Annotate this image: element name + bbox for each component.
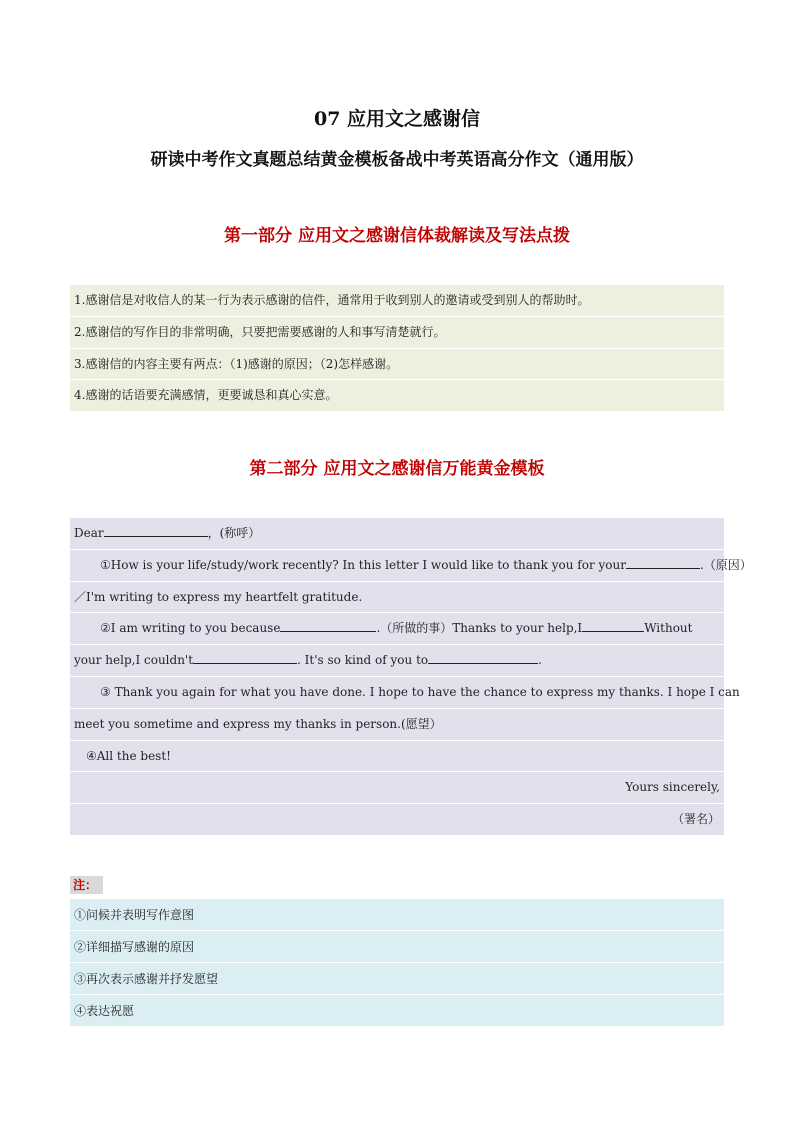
template-text: .（所做的事）Thanks to your help,I	[376, 621, 583, 636]
template-line	[70, 677, 740, 709]
note-item: ③再次表示感谢并抒发愿望	[70, 963, 724, 995]
part1-box	[70, 285, 724, 412]
note-item: ①问候并表明写作意图	[70, 899, 724, 931]
template-line	[70, 613, 724, 645]
template-text: Without	[644, 621, 693, 636]
part2-heading: 第二部分 应用文之感谢信万能黄金模板	[249, 459, 545, 479]
template-closing: Yours sincerely,	[70, 772, 724, 804]
template-box	[70, 518, 752, 836]
template-text: meet you sometime and express my thanks in person.(愿望）	[74, 716, 442, 731]
template-line	[70, 709, 724, 741]
template-text: .	[538, 653, 542, 668]
deed-blank	[280, 619, 376, 632]
template-text: ／I'm writing to express my heartfelt gratitude.	[74, 589, 363, 604]
template-text: ③ Thank you again for what you have done. I hope to have the chance to express my thanks. I hope I can	[100, 684, 740, 699]
notes-box	[70, 899, 724, 1027]
template-text: ④All the best!	[86, 748, 171, 763]
kind-blank	[428, 651, 538, 664]
name-blank	[104, 524, 208, 537]
template-line	[70, 582, 724, 614]
part1-item: 1.感谢信是对收信人的某一行为表示感谢的信件，通常用于收到别人的邀请或受到别人的帮助时。	[70, 285, 724, 317]
document-subtitle: 研读中考作文真题总结黄金模板备战中考英语高分作文（通用版）	[150, 150, 644, 170]
salutation-note: ，(称呼）	[207, 526, 261, 540]
couldnt-blank	[193, 651, 297, 664]
template-text: ①How is your life/study/work recently? In this letter I would like to thank you for your	[100, 557, 626, 572]
part1-item: 3.感谢信的内容主要有两点：（1)感谢的原因；（2)怎样感谢。	[70, 349, 724, 381]
template-text: ②I am writing to you because	[100, 621, 281, 636]
notes-label: 注：	[70, 876, 103, 894]
part1-heading: 第一部分 应用文之感谢信体裁解读及写法点拨	[224, 226, 570, 246]
template-signature: （署名）	[70, 804, 724, 836]
template-text: your help,I couldn't	[74, 653, 194, 668]
part1-item: 2.感谢信的写作目的非常明确，只要把需要感谢的人和事写清楚就行。	[70, 317, 724, 349]
template-text: . It's so kind of you to	[297, 653, 429, 668]
dear-label: Dear	[74, 526, 104, 540]
help-blank	[582, 619, 644, 632]
template-line	[70, 550, 752, 582]
template-line	[70, 645, 724, 677]
note-item: ④表达祝愿	[70, 995, 724, 1027]
note-item: ②详细描写感谢的原因	[70, 931, 724, 963]
reason-blank	[626, 556, 700, 569]
template-text: .（原因）	[699, 557, 752, 572]
template-salutation	[70, 518, 724, 550]
document-title: 07 应用文之感谢信	[313, 108, 481, 130]
part1-item: 4.感谢的话语要充满感情，更要诚恳和真心实意。	[70, 380, 724, 412]
template-line	[70, 741, 724, 773]
